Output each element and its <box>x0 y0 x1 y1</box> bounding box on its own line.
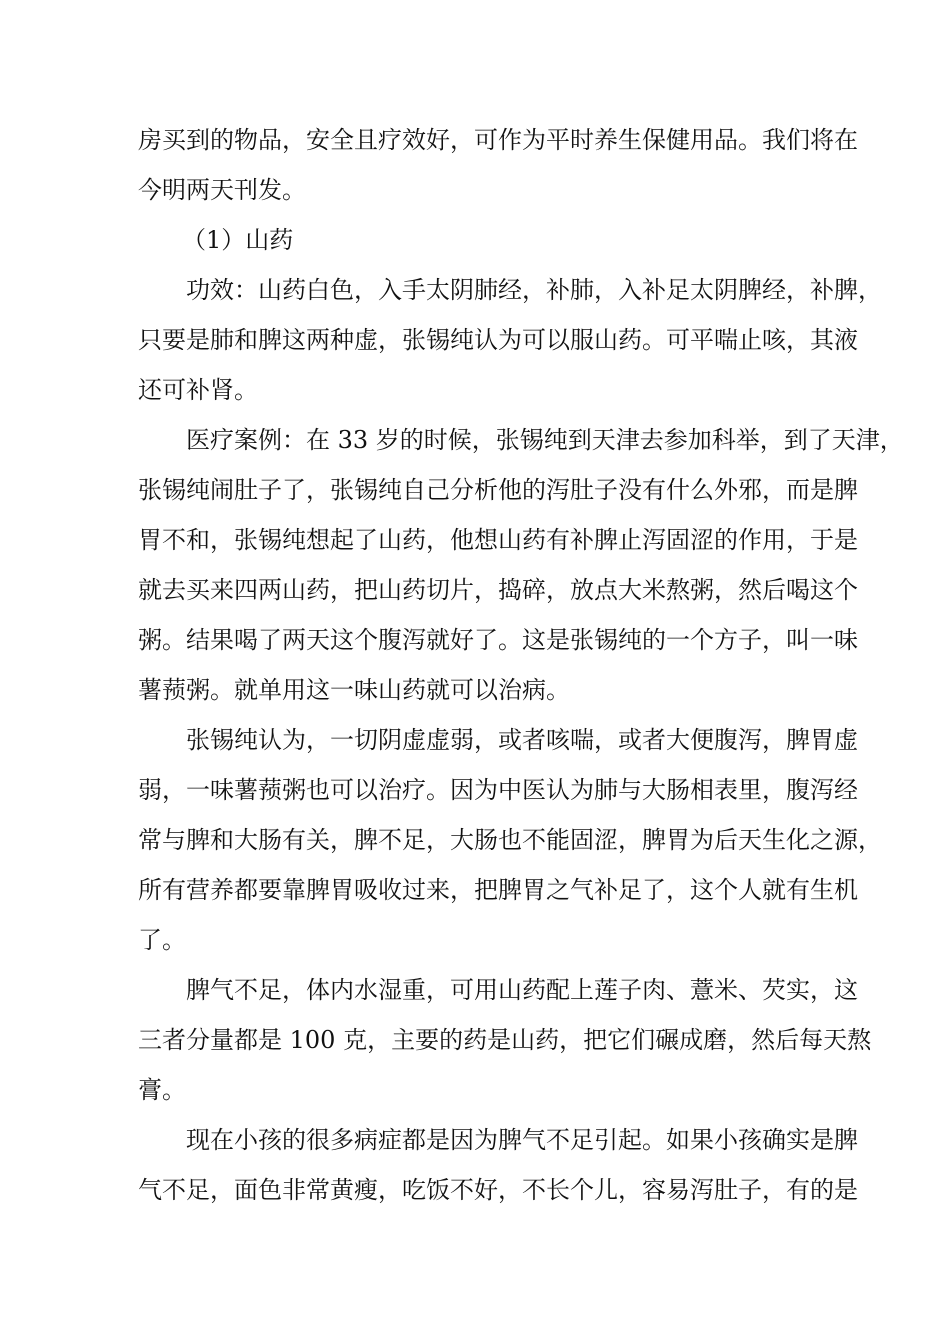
paragraph-recipe <box>138 965 872 1115</box>
text-line: 粥。结果喝了两天这个腹泻就好了。这是张锡纯的一个方子，叫一味 <box>138 626 858 654</box>
paragraph-children <box>138 1115 858 1215</box>
paragraph-theory <box>138 715 882 965</box>
text-line: 只要是肺和脾这两种虚，张锡纯认为可以服山药。可平喘止咳，其液 <box>138 326 858 354</box>
text-line: 所有营养都要靠脾胃吸收过来，把脾胃之气补足了，这个人就有生机 <box>138 876 858 904</box>
section-heading <box>138 215 838 265</box>
text-line: 房买到的物品，安全且疗效好，可作为平时养生保健用品。我们将在 <box>138 126 858 154</box>
text-line: 今明两天刊发。 <box>138 176 306 204</box>
text-line: 气不足，面色非常黄瘦，吃饭不好，不长个儿，容易泻肚子，有的是 <box>138 1176 858 1204</box>
text-line: 还可补肾。 <box>138 376 258 404</box>
text-line: 膏。 <box>138 1076 186 1104</box>
document-body <box>138 115 904 1215</box>
text-line: 现在小孩的很多病症都是因为脾气不足引起。如果小孩确实是脾 <box>186 1126 858 1154</box>
text-line: 脾气不足，体内水湿重，可用山药配上莲子肉、薏米、芡实，这 <box>186 976 858 1004</box>
text-line: 医疗案例：在 33 岁的时候，张锡纯到天津去参加科举，到了天津， <box>186 426 904 454</box>
text-line: 胃不和，张锡纯想起了山药，他想山药有补脾止泻固涩的作用，于是 <box>138 526 858 554</box>
heading-text: （1）山药 <box>182 226 294 254</box>
text-line: 张锡纯闹肚子了，张锡纯自己分析他的泻肚子没有什么外邪，而是脾 <box>138 476 858 504</box>
paragraph-continuation <box>138 115 858 215</box>
text-line: 常与脾和大肠有关，脾不足，大肠也不能固涩，脾胃为后天生化之源， <box>138 826 882 854</box>
paragraph-case <box>138 415 904 715</box>
text-line: 三者分量都是 100 克，主要的药是山药，把它们碾成磨，然后每天熬 <box>138 1026 872 1054</box>
text-line: 薯蓣粥。就单用这一味山药就可以治病。 <box>138 676 570 704</box>
text-line: 功效：山药白色，入手太阴肺经，补肺，入补足太阴脾经，补脾， <box>186 276 882 304</box>
paragraph-efficacy <box>138 265 882 415</box>
text-line: 就去买来四两山药，把山药切片，捣碎，放点大米熬粥，然后喝这个 <box>138 576 858 604</box>
text-line: 张锡纯认为，一切阴虚虚弱，或者咳喘，或者大便腹泻，脾胃虚 <box>186 726 858 754</box>
text-line: 弱，一味薯蓣粥也可以治疗。因为中医认为肺与大肠相表里，腹泻经 <box>138 776 858 804</box>
text-line: 了。 <box>138 926 186 954</box>
